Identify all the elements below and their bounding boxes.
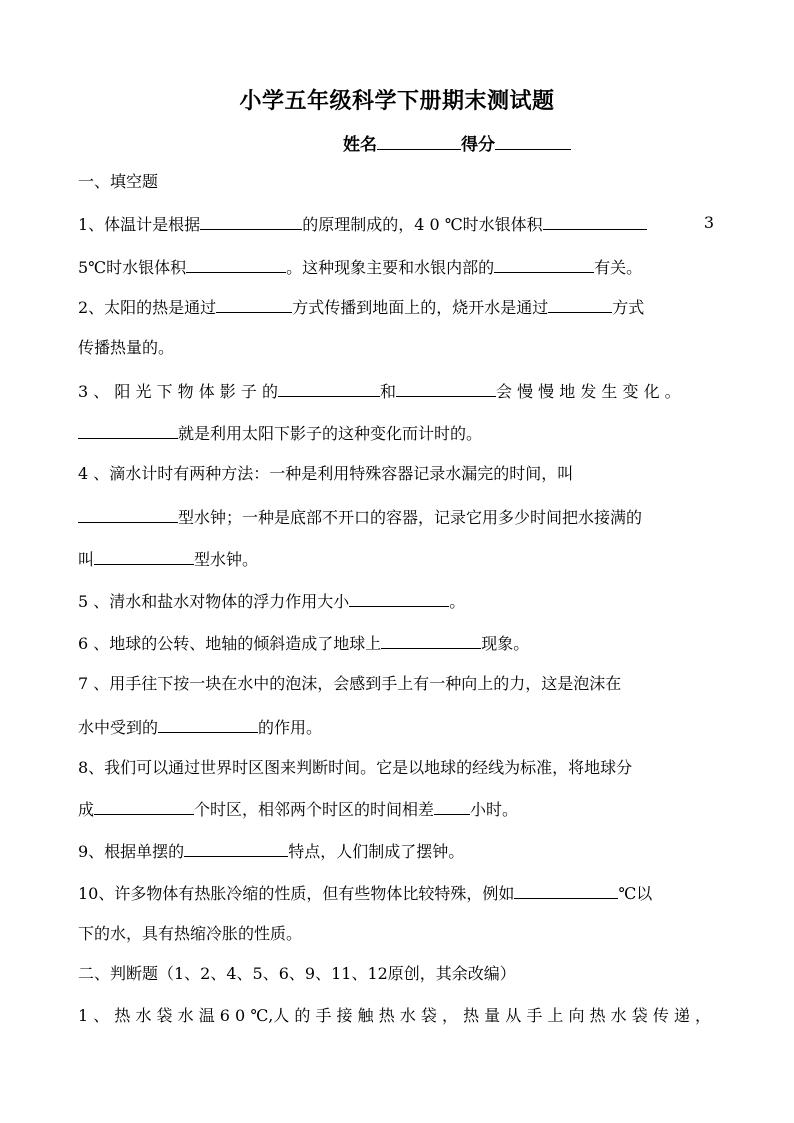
question-4-line-3 <box>78 548 726 570</box>
question-1-line-1 <box>78 213 726 235</box>
q7-text: 的作用。 <box>258 718 323 737</box>
score-blank[interactable] <box>495 133 571 150</box>
name-label: 姓名 <box>343 135 377 155</box>
q8-text: 个时区，相邻两个时区的时间相差 <box>194 800 435 819</box>
q3-blank-1[interactable] <box>278 380 380 397</box>
judge-question-1: 1 、 热 水 袋 水 温 6 0 ℃,人 的 手 接 触 热 水 袋 ， 热 量 从 手 上 向 热 水 袋 传 递 ， <box>78 1006 712 1025</box>
q4-text: 叫 <box>78 550 95 569</box>
question-7-line-2 <box>78 716 726 738</box>
q1-blank-4[interactable] <box>494 256 594 273</box>
question-3-line-2 <box>78 422 726 444</box>
question-8-line-1: 8、我们可以通过世界时区图来判断时间。它是以地球的经线为标准，将地球分 <box>78 758 633 777</box>
q3-text: 和 <box>379 382 396 401</box>
q2-text: 2、太阳的热是通过 <box>78 298 217 317</box>
q1-text: 5℃时水银体积 <box>78 258 187 277</box>
q10-text: 10、许多物体有热胀冷缩的性质，但有些物体比较特殊，例如 <box>78 884 515 903</box>
q3-text: 会 慢 慢 地 发 生 变 化 。 <box>495 382 681 401</box>
q8-blank-2[interactable] <box>434 798 470 815</box>
question-4-line-2 <box>78 506 726 528</box>
q3-text: 就是利用太阳下影子的这种变化而计时的。 <box>178 424 483 443</box>
q2-text: 方式 <box>612 298 645 317</box>
q1-text: 有关。 <box>594 258 643 277</box>
q8-text: 成 <box>78 800 95 819</box>
q9-blank[interactable] <box>184 840 288 857</box>
q5-text: 。 <box>449 592 466 611</box>
q10-text: ℃以 <box>618 884 653 903</box>
q1-blank-1[interactable] <box>200 213 302 230</box>
q7-blank[interactable] <box>158 716 258 733</box>
q1-text: 3 <box>703 213 714 232</box>
question-4-line-1: 4 、滴水计时有两种方法：一种是利用特殊容器记录水漏完的时间，叫 <box>78 464 574 483</box>
q1-text: 。这种现象主要和水银内部的 <box>286 258 495 277</box>
question-5 <box>78 590 726 612</box>
page-title: 小学五年级科学下册期末测试题 <box>239 88 555 114</box>
q1-text: 1、体温计是根据 <box>78 215 201 234</box>
score-label: 得分 <box>461 135 495 155</box>
question-2-line-1 <box>78 296 726 318</box>
question-10-line-2: 下的水，具有热缩冷胀的性质。 <box>78 924 303 943</box>
q2-blank-2[interactable] <box>548 296 612 313</box>
question-9 <box>78 840 726 862</box>
q4-blank-1[interactable] <box>78 506 178 523</box>
question-8-line-2 <box>78 798 726 820</box>
question-1-line-2 <box>78 256 726 278</box>
name-score-row <box>343 130 571 155</box>
q3-blank-3[interactable] <box>78 422 178 439</box>
question-10-line-1 <box>78 882 726 904</box>
q1-blank-3[interactable] <box>186 256 286 273</box>
q8-text: 小时。 <box>470 800 519 819</box>
q6-text: 6 、地球的公转、地轴的倾斜造成了地球上 <box>78 634 382 653</box>
question-6 <box>78 632 726 654</box>
q9-text: 特点，人们制成了摆钟。 <box>288 842 465 861</box>
q8-blank-1[interactable] <box>94 798 194 815</box>
question-3-line-1 <box>78 380 726 402</box>
section-heading-fill: 一、填空题 <box>78 172 159 191</box>
q3-text: 3 、 阳 光 下 物 体 影 子 的 <box>78 382 278 401</box>
q6-text: 现象。 <box>481 634 530 653</box>
q7-text: 水中受到的 <box>78 718 159 737</box>
q4-text: 型水钟。 <box>194 550 259 569</box>
q3-blank-2[interactable] <box>396 380 496 397</box>
name-blank[interactable] <box>377 133 461 150</box>
q5-blank[interactable] <box>349 590 449 607</box>
q10-blank[interactable] <box>514 882 618 899</box>
question-7-line-1: 7 、用手往下按一块在水中的泡沫，会感到手上有一种向上的力，这是泡沫在 <box>78 674 622 693</box>
q5-text: 5 、清水和盐水对物体的浮力作用大小 <box>78 592 350 611</box>
section-heading-judge: 二、判断题（1、2、4、5、6、9、11、12原创，其余改编） <box>78 964 516 983</box>
q9-text: 9、根据单摆的 <box>78 842 185 861</box>
q1-text: 的原理制成的，4 0 ℃时水银体积 <box>302 215 543 234</box>
q4-blank-2[interactable] <box>94 548 194 565</box>
q1-blank-2[interactable] <box>543 213 647 230</box>
q2-blank-1[interactable] <box>216 296 292 313</box>
q2-text: 方式传播到地面上的，烧开水是通过 <box>292 298 549 317</box>
question-2-line-2: 传播热量的。 <box>78 338 175 357</box>
q4-text: 型水钟；一种是底部不开口的容器，记录它用多少时间把水接满的 <box>178 508 643 527</box>
q6-blank[interactable] <box>381 632 481 649</box>
